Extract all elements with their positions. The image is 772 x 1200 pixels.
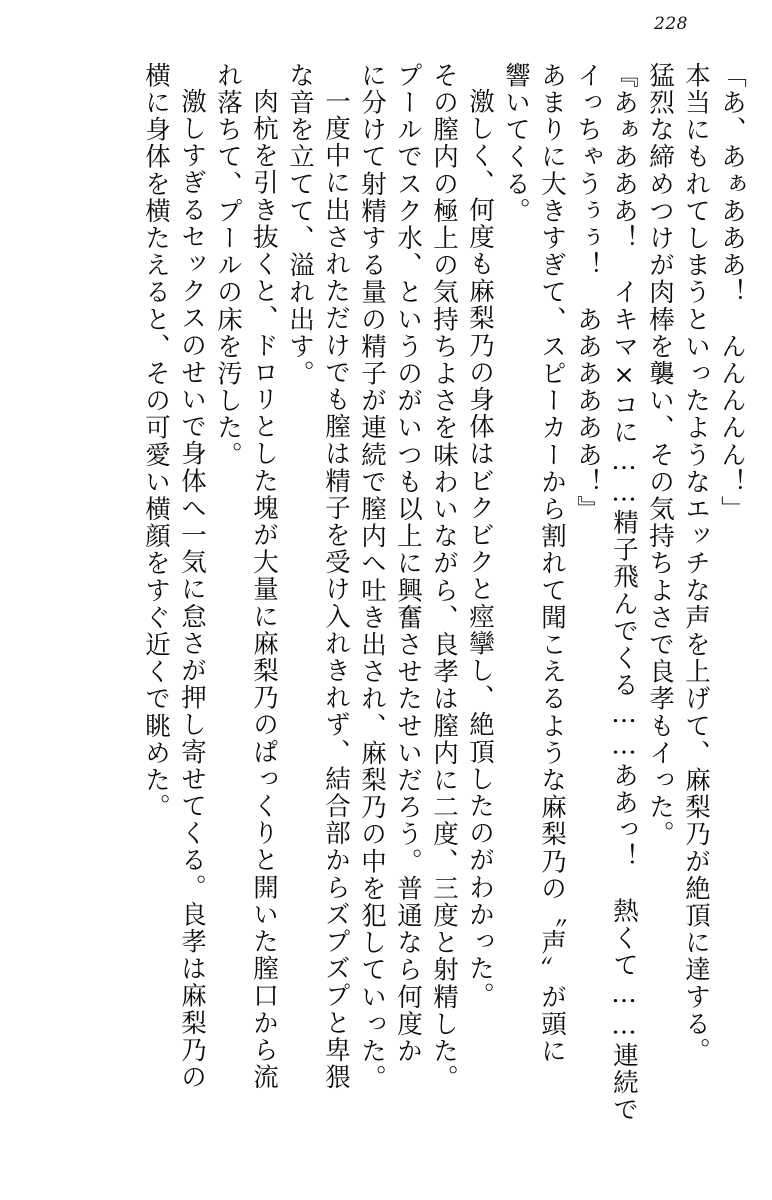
text-line: あまりに大きすぎて、スピーカーから割れて聞こえるような麻梨乃の〝声〟が頭に (537, 62, 567, 1065)
text-line: その膣内の極上の気持ちよさを味わいながら、良孝は膣内に二度、三度と射精した。 (429, 62, 459, 1092)
page-number: 228 (654, 14, 688, 34)
text-line: 本当にもれてしまうといったようなエッチな声を上げて、麻梨乃が絶頂に達する。 (681, 62, 711, 1065)
text-line: 猛烈な締めつけが肉棒を襲い、その気持ちよさで良孝もイった。 (645, 62, 675, 848)
text-line: な音を立てて、溢れ出す。 (285, 62, 315, 388)
text-line: 一度中に出されただけでも膣は精子を受け入れきれず、結合部からズプズプと卑猥 (321, 88, 351, 1091)
text-line: イっちゃうぅぅ！ ああああああ！』 (573, 62, 603, 523)
text-line: れ落ちて、プールの床を汚した。 (213, 62, 243, 469)
text-line: 激しすぎるセックスのせいで身体へ一気に怠さが押し寄せてくる。良孝は麻梨乃の (177, 88, 207, 1091)
text-line: 横に身体を横たえると、その可愛い横顔をすぐ近くで眺めた。 (141, 62, 171, 821)
vertical-text-block (28, 62, 747, 1142)
text-line: プールでスク水、というのがいつも以上に興奮させたせいだろう。普通なら何度か (393, 62, 423, 1065)
text-line: 『あぁあああ！ イキマ×コに……精子飛んでくる……ああっ！ 熱くて……連続で (609, 62, 639, 1124)
text-line: 「あ、あぁあああ！ んんんんん！」 (717, 62, 747, 523)
text-line: 肉杭を引き抜くと、ドロリとした塊が大量に麻梨乃のぱっくりと開いた膣口から流 (249, 88, 279, 1091)
text-line: 響いてくる。 (501, 62, 531, 225)
text-line: 激しく、何度も麻梨乃の身体はビクビクと痙攣し、絶頂したのがわかった。 (465, 88, 495, 1010)
text-line: に分けて射精する量の精子が連続で膣内へ吐き出され、麻梨乃の中を犯していった。 (357, 62, 387, 1092)
